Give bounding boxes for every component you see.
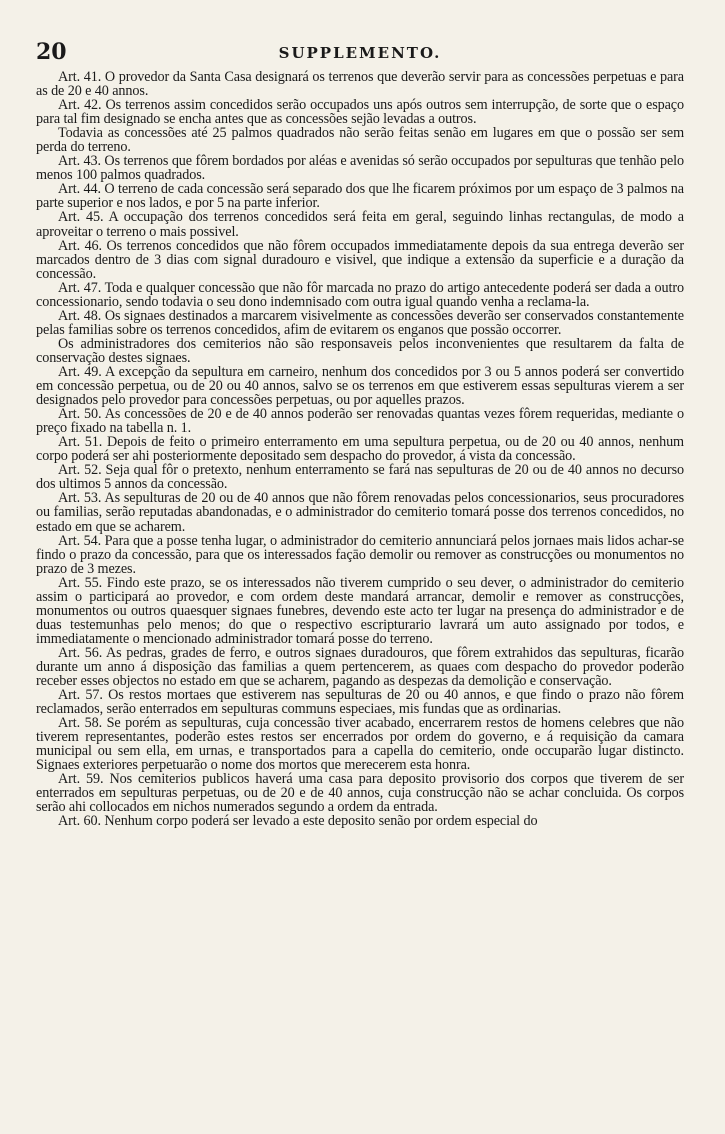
page-number: 20 bbox=[36, 39, 67, 65]
article-50: Art. 50. As concessões de 20 e de 40 annos poderão ser renovadas quantas vezes fôrem requeridas, mediante o preço fixado na tabella n. 1. bbox=[36, 406, 684, 437]
article-43: Art. 43. Os terrenos que fôrem bordados por aléas e avenidas só serão occupados por sepulturas que tenhão pelo menos 100 palmos quadrados. bbox=[36, 153, 684, 184]
article-57: Art. 57. Os restos mortaes que estiverem nas sepulturas de 20 ou 40 annos, e que findo o prazo não fôrem reclamados, serão enterrados em sepulturas communs especiaes, mis fundas que as ordinarias. bbox=[36, 687, 684, 718]
article-51: Art. 51. Depois de feito o primeiro enterramento em uma sepultura perpetua, ou de 20 ou 40 annos, nenhum corpo poderá ser ahi posteriormente depositado sem despacho do provedor, á vista da concessão. bbox=[36, 434, 684, 465]
article-55: Art. 55. Findo este prazo, se os interessados não tiverem cumprido o seu dever, o administrador do cemiterio assim o participará ao provedor, e com ordem deste mandará arrancar, demolir e remover as construcções, monumentos ou outros quaesquer signaes funebres, devendo este acto ter lugar na presença do administrador e de duas testemunhas pelo menos; do que o respectivo escripturario lavrará um auto assignado por todos, e immediatamente o mencionado administrador tomará posse do terreno. bbox=[36, 574, 684, 647]
article-42: Art. 42. Os terrenos assim concedidos serão occupados uns após outros sem interrupção, de sorte que o espaço para tal fim designado se encha antes que as concessões sejão levadas a outros. bbox=[36, 97, 684, 128]
article-49: Art. 49. A excepção da sepultura em carneiro, nenhum dos concedidos por 3 ou 5 annos poderá ser convertido em concessão perpetua, ou de 20 ou 40 annos, salvo se os terrenos em que estiverem essas sepulturas vierem a ser designados pelo provedor para concessões perpetuas, ou por aquelles prazos. bbox=[36, 363, 684, 409]
article-47: Art. 47. Toda e qualquer concessão que não fôr marcada no prazo do artigo antecedente poderá ser dada a outro concessionario, sendo todavia o seu dono indemnisado com outra igual quando venha a reclama-la. bbox=[36, 279, 684, 310]
body-text bbox=[36, 70, 684, 829]
article-42-continuation: Todavia as concessões até 25 palmos quadrados não serão feitas senão em lugares em que o possão ser sem perda do terreno. bbox=[36, 125, 684, 156]
article-41: Art. 41. O provedor da Santa Casa designará os terrenos que deverão servir para as concessões perpetuas e para as de 20 e 40 annos. bbox=[36, 69, 684, 100]
article-44: Art. 44. O terreno de cada concessão será separado dos que lhe ficarem próximos por um espaço de 3 palmos na parte superior e nos lados, e por 5 na parte inferior. bbox=[36, 181, 684, 212]
article-52: Art. 52. Seja qual fôr o pretexto, nenhum enterramento se fará nas sepulturas de 20 ou de 40 annos no decurso dos ultimos 5 annos da concessão. bbox=[36, 462, 684, 493]
article-48: Art. 48. Os signaes destinados a marcarem visivelmente as concessões deverão ser conservados constantemente pelas familias sobre os terrenos concedidos, afim de evitarem os enganos que possão occorrer. bbox=[36, 307, 684, 338]
article-60: Art. 60. Nenhum corpo poderá ser levado a este deposito senão por ordem especial do bbox=[58, 813, 538, 830]
article-58: Art. 58. Se porém as sepulturas, cuja concessão tiver acabado, encerrarem restos de homens celebres que não tiverem representantes, poderão estes restos ser encerrados por ordem do governo, e á requisição da camara municipal ou sem ella, em urnas, e transportados para a capella do cemiterio, onde occuparão lugar distincto. Signaes exteriores perpetuarão o nome dos mortos que merecerem esta honra. bbox=[36, 715, 684, 774]
article-59: Art. 59. Nos cemiterios publicos haverá uma casa para deposito provisorio dos corpos que tiverem de ser enterrados em sepulturas perpetuas, ou de 20 e de 40 annos, cuja construcção não se achar concluida. Os corpos serão ahi collocados em nichos numerados segundo a ordem da entrada. bbox=[36, 771, 684, 816]
running-title: SUPPLEMENTO. bbox=[278, 44, 442, 62]
article-54: Art. 54. Para que a posse tenha lugar, o administrador do cemiterio annunciará pelos jornaes mais lidos achar-se findo o prazo da concessão, para que os interessados façāo demolir ou remover as construcções ou monumentos no prazo de 3 mezes. bbox=[36, 532, 684, 577]
page bbox=[36, 40, 684, 829]
article-45: Art. 45. A occupação dos terrenos concedidos será feita em geral, seguindo linhas rectangulas, de modo a aproveitar o terreno o mais possivel. bbox=[36, 209, 684, 240]
article-53: Art. 53. As sepulturas de 20 ou de 40 annos que não fôrem renovadas pelos concessionarios, seus procuradores ou familias, serão reputadas abandonadas, e o administrador do cemiterio tomará posse dos terrenos concedidos, no estado em que se acharem. bbox=[36, 490, 684, 535]
article-48-continuation: Os administradores dos cemiterios não são responsaveis pelos inconvenientes que resultarem da falta de conservação destes signaes. bbox=[36, 335, 684, 366]
article-46: Art. 46. Os terrenos concedidos que não fôrem occupados immediatamente depois da sua entrega deverão ser marcados dentro de 3 dias com signal duradouro e visivel, que indique a extensão da superficie e a duração da concessão. bbox=[36, 237, 684, 282]
article-56: Art. 56. As pedras, grades de ferro, e outros signaes duradouros, que fôrem extrahidos das sepulturas, ficarão durante um anno á disposição das familias a quem pertencerem, as quaes com despacho do provedor poderão receber esses objectos no estado em que se acharem, pagando as despezas da demolição e conservação. bbox=[36, 644, 684, 690]
page-header bbox=[36, 40, 684, 68]
